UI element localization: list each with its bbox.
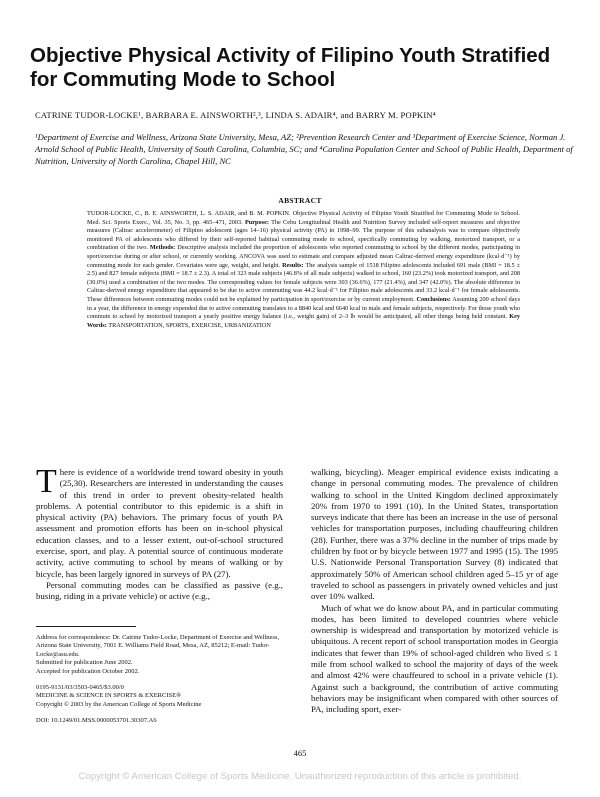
submitted-date: Submitted for publication June 2002. [36, 659, 133, 667]
footnote-divider [36, 626, 136, 627]
abstract-heading: ABSTRACT [278, 196, 322, 205]
methods-label: Methods: [149, 244, 176, 252]
body-text: here is evidence of a worldwide trend toward obesity in youth (25,30). Researchers are interested in understanding the causes of this trend in order to prevent obesity-related health problems. A potential contributor to this epidemic is a shift in physical activity (PA) behaviors. The primary focus of youth PA assessment and promotion efforts has been on in-school physical education classes, and to a lesser extent, out-of-school structured exercise, sport, and play. A potential source of continuous moderate activity, active commuting to school by means of walking or by bicycle, has been largely ignored in surveys of PA (27). [36, 467, 283, 579]
abstract-body [87, 210, 520, 330]
abstract-citation: TUDOR-LOCKE, C., B. E. AINSWORTH, L. S. ADAIR, and B. M. POPKIN. Objective Physical Activity of Filipino Youth Stratified for Commuting Mode to School. Med. Sci. Sports Exerc., Vol. 35, No. 3, pp. 465–471, 2003. [87, 210, 520, 226]
copyright-line: Copyright © 2003 by the American College of Sports Medicine [36, 700, 202, 708]
purpose-label: Purpose: [244, 218, 269, 226]
journal-name: MEDICINE & SCIENCE IN SPORTS & EXERCISE® [36, 692, 182, 700]
doi-line: DOI: 10.1249/01.MSS.0000053701.30307.A6 [36, 717, 157, 725]
body-paragraph: Personal commuting modes can be classified as passive (e.g., busing, riding in a private vehicle) or active (e.g., [36, 579, 283, 602]
author-list: CATRINE TUDOR-LOCKE¹, BARBARA E. AINSWORTH²,³, LINDA S. ADAIR⁴, and BARRY M. POPKIN⁴ [35, 110, 436, 120]
correspondence-note: Address for correspondence: Dr. Catrine Tudor-Locke, Department of Exercise and Wellness, Arizona State University, 7001 E. Williams Field Road, Mesa, AZ, 85212; E-mail: Tudor-Locke@asu.edu. [36, 634, 280, 658]
abstract-methods: Descriptive analysis included the proportion of adolescents who reported commuting to school by the different modes, participating in sport/exercise during or after school, or currently working. ANCOVA was used to estimate and compare adjusted mean Caltrac-derived energy expenditure (kcal·d⁻¹) by commuting mode for each gender. Covariates were age, weight, and height. [87, 244, 520, 269]
article-title: Objective Physical Activity of Filipino Youth Stratified for Commuting Mode to School [30, 44, 551, 91]
body-column-right [311, 467, 558, 716]
body-paragraph: walking, bicycling). Meager empirical evidence exists indicating a change in personal commuting modes. The prevalence of children walking to school in the United Kingdom declined approximately 20% from 1970 to 1991 (10). In the United States, transportation surveys indicate that there has been an increase in the use of personal vehicles for transportation purposes, including chauffeuring children (28). Further, there was a 37% decline in the number of trips made by children by foot or by bicycle between 1977 and 1995 (15). The 1995 U.S. Nationwide Personal Transportation Survey (8) indicated that approximately 50% of American school children aged 5–15 yr of age traveled to school as passengers in privately owned vehicles and just over 10% walked. [311, 467, 558, 602]
issn-line: 0195-9131/03/3503-0465/$3.00/0 [36, 684, 124, 692]
affiliations: ¹Department of Exercise and Wellness, Arizona State University, Mesa, AZ; ²Prevention Research Center and ³Department of Exercise Science, Norman J. Arnold School of Public Health, University of South Carolina, Columbia, SC; and ⁴Carolina Population Center and School of Public Health, Department of Nutrition, University of North Carolina, Chapel Hill, NC [35, 132, 573, 166]
abstract-purpose: The Cebu Longitudinal Health and Nutrition Survey included self-report measures and objective measures (Caltrac accelerometer) of Filipino adolescent (ages 14–16) physical activity (PA) in 1998–99. The purpose of this subanalysis was to compare objectively monitored PA of adolescents who differed by their self-reported habitual commuting mode to school, specifically commuting by walking, motorized transport, or a combination of the two. [87, 218, 520, 252]
keywords-label: Key Words: [87, 313, 521, 329]
abstract-results: The analysis sample of 1518 Filipino adolescents included 691 male (BMI = 18.5 ± 2.5) and 827 female subjects (BMI = 18.7 ± 2.3). A total of 323 male subjects (46.8% of all male subjects) walked to school, 160 (23.2%) took motorized transport, and 208 (30.0%) used a combination of the two modes. The corresponding values for female subjects were 303 (36.6%), 177 (21.4%), and 347 (42.0%). The absolute difference in Caltrac-derived energy expenditure that appeared to be due to active commuting was 44.2 kcal·d⁻¹ for Filipino male adolescents and 33.2 kcal·d⁻¹ for female adolescents. These differences between commuting modes could not be explained by participation in sport/exercise or by current employment. [87, 261, 521, 303]
footnotes [36, 634, 283, 726]
drop-cap: T [36, 463, 57, 500]
copyright-watermark: Copyright © American College of Sports Medicine. Unauthorized reproduction of this article is prohibited. [78, 771, 522, 782]
abstract-keywords: TRANSPORTATION, SPORTS, EXERCISE, URBANIZATION [108, 321, 271, 329]
page-number: 465 [293, 748, 307, 758]
results-label: Results: [282, 261, 304, 269]
body-paragraph: Much of what we do know about PA, and in particular commuting modes, has been limited to developed countries where vehicle ownership is widespread and transportation by motorized vehicle is ubiquitous. A recent report of school transportation modes in Georgia indicates that fewer than 19% of school-aged children who lived ≤ 1 mile from school walked to school the majority of days of the week and almost 42% were chauffeured to school in a private vehicle (1). Against such a background, the contribution of active commuting behaviors may be insignificant when compared with other sources of PA, including sport, exer- [311, 602, 558, 715]
accepted-date: Accepted for publication October 2002. [36, 667, 140, 675]
abstract-conclusions: Assuming 200 school days in a year, the difference in energy expended due to active commuting translates to a 8840 kcal and 6640 kcal in male and female subjects, respectively. For those youth who commute to school by motorized transport a yearly positive energy balance (i.e., weight gain) of 2–3 lb would be anticipated, all other things being held constant. [87, 295, 521, 321]
body-paragraph [36, 463, 283, 580]
body-column-left [36, 463, 283, 603]
conclusions-label: Conclusions: [416, 295, 451, 303]
